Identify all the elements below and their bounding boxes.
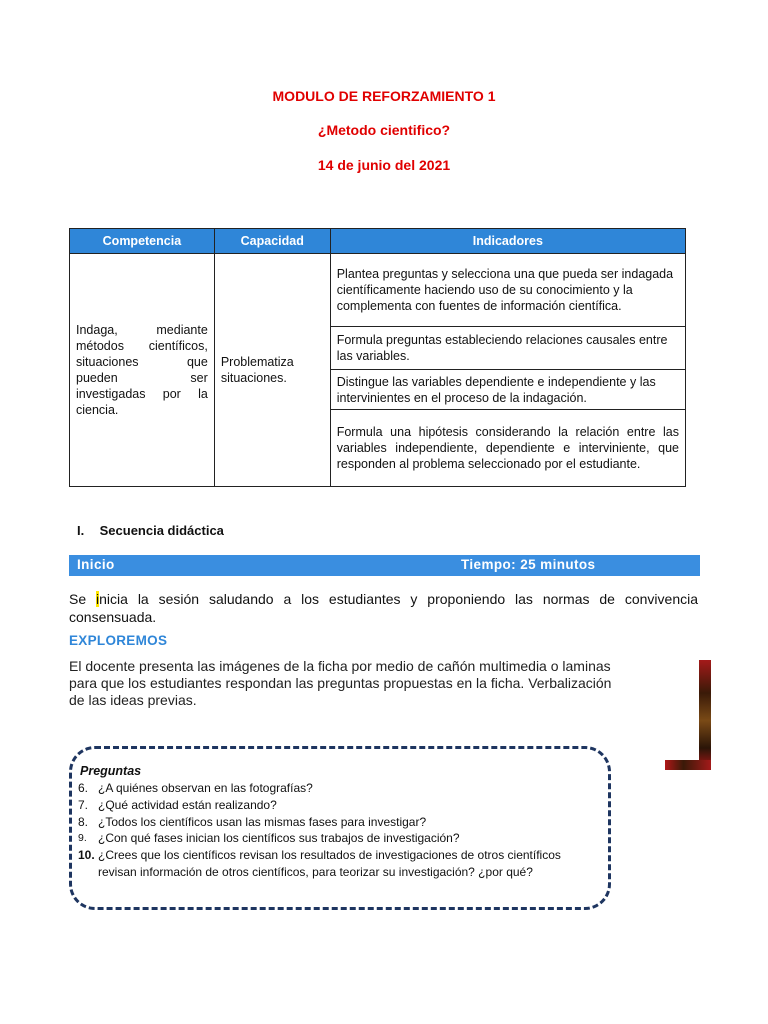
pregunta-item [78,847,578,881]
pregunta-item [78,780,578,797]
document-date: 14 de junio del 2021 [317,157,451,173]
pregunta-number: 10. [78,848,95,863]
pregunta-number: 7. [78,797,89,812]
inicio-band [69,555,700,576]
section-title: Secuencia didáctica [99,523,224,538]
cell-capacidad: Problematiza situaciones. [214,254,330,487]
pregunta-item [78,830,578,847]
photo-frame-edge [699,660,711,770]
pregunta-number: 6. [78,781,89,795]
preguntas-title: Preguntas [80,764,142,778]
section-heading [77,523,224,538]
indicador-4: Formula una hipótesis considerando la relación entre las variables independiente, dependiente e interviniente, que responden al problema seleccionado por el estudiante. [330,410,685,487]
inicio-time: Tiempo: 25 minutos [461,557,596,572]
photo-frame-bottom [665,760,711,770]
cell-competencia: Indaga, mediante métodos científicos, situaciones que pueden ser investigadas por la ciencia. [70,254,215,487]
section-number: I. [77,523,85,538]
inicio-label: Inicio [77,557,115,572]
intro-paragraph [69,590,698,626]
document-subtitle: ¿Metodo cientifico? [317,122,451,138]
pregunta-item [78,797,578,814]
exploremos-paragraph: El docente presenta las imágenes de la ficha por medio de cañón multimedia o laminas para que los estudiantes respondan las preguntas propuestas en la ficha. Verbalización de las ideas previas. [69,658,612,708]
intro-highlight: i [96,591,100,607]
pregunta-number: 9. [78,832,87,845]
pregunta-text: ¿Con qué fases inician los científicos sus trabajos de investigación? [98,831,460,846]
pregunta-text: ¿Crees que los científicos revisan los resultados de investigaciones de otros científicos revisan información de otros científicos, para teorizar su investigación? ¿por qué? [98,848,561,879]
pregunta-number: 8. [78,814,89,829]
indicador-1: Plantea preguntas y selecciona una que pueda ser indagada científicamente haciendo uso de su conocimiento y la complementa con fuentes de información científica. [330,254,685,327]
competencias-table [69,228,686,487]
indicador-2: Formula preguntas estableciendo relaciones causales entre las variables. [330,327,685,370]
pregunta-item [78,814,578,831]
pregunta-text: ¿A quiénes observan en las fotografías? [98,781,313,795]
header-capacidad: Capacidad [214,229,330,254]
pregunta-text: ¿Qué actividad están realizando? [98,797,277,812]
intro-post: nicia la sesión saludando a los estudiantes y proponiendo las normas de convivencia consensuada. [69,591,698,625]
header-indicadores: Indicadores [330,229,685,254]
document-title: MODULO DE REFORZAMIENTO 1 [272,88,496,104]
header-competencia: Competencia [70,229,215,254]
pregunta-text: ¿Todos los científicos usan las mismas fases para investigar? [98,814,427,829]
preguntas-list [78,780,578,881]
exploremos-heading: EXPLOREMOS [69,633,168,648]
indicador-3: Distingue las variables dependiente e independiente y las intervinientes en el proceso de la indagación. [330,370,685,410]
intro-pre: Se [69,591,97,607]
